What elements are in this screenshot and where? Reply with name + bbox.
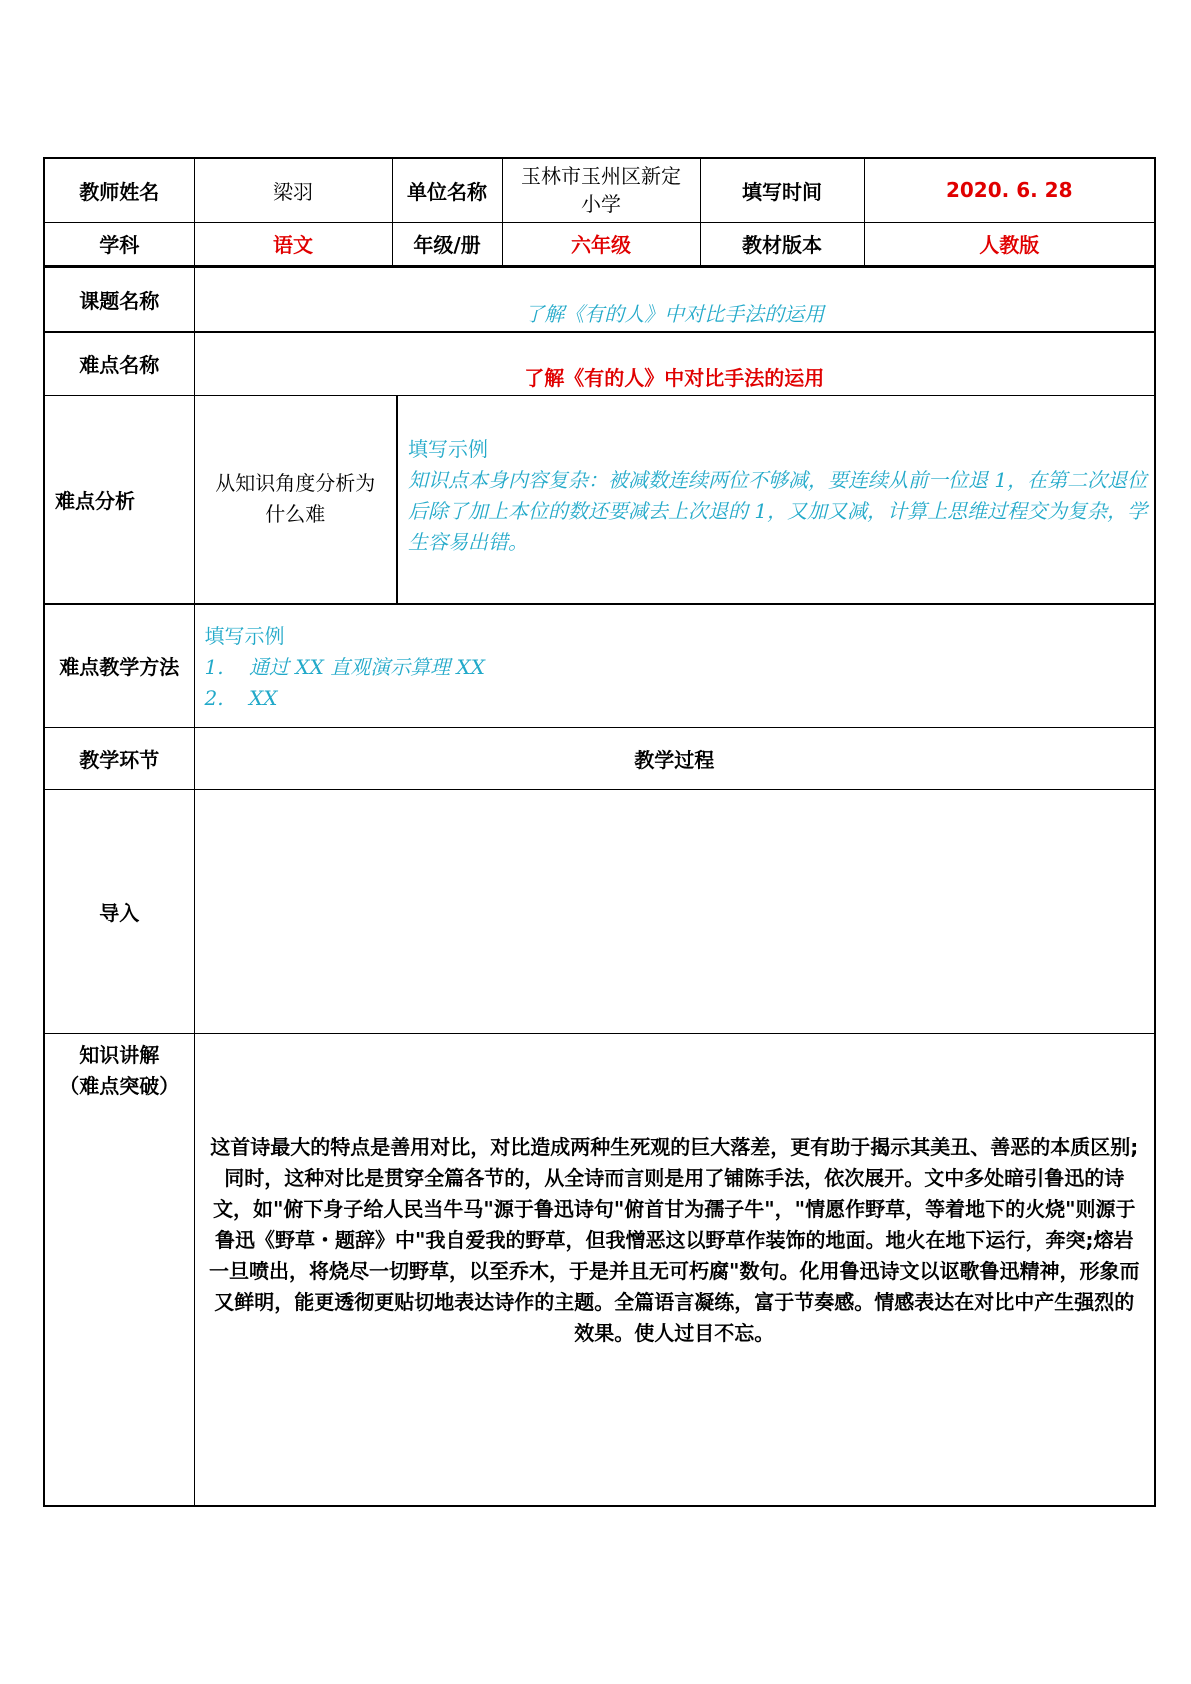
method-item: 1. 通过 XX 直观演示算理 XX xyxy=(204,654,486,679)
date-value: 2020. 6. 28 xyxy=(864,158,1155,222)
analysis-sub-label xyxy=(194,396,397,604)
unit-value xyxy=(502,158,700,222)
subject-label: 学科 xyxy=(44,222,194,266)
grade-label: 年级/册 xyxy=(392,222,502,266)
intro-label: 导入 xyxy=(44,790,194,1034)
teacher-label: 教师姓名 xyxy=(44,158,194,222)
knowledge-text: 这首诗最大的特点是善用对比，对比造成两种生死观的巨大落差，更有助于揭示其美丑、善恶的本质区别;同时，这种对比是贯穿全篇各节的，从全诗而言则是用了铺陈手法，依次展开。文中多处暗引鲁迅的诗文，如"俯下身子给人民当牛马"源于鲁迅诗句"俯首甘为孺子牛"，"情愿作野草，等着地下的火烧"则源于鲁迅《野草・题辞》中"我自爱我的野草，但我憎恶这以野草作装饰的地面。地火在地下运行，奔突;熔岩一旦喷出，将烧尽一切野草，以至乔木，于是并且无可朽腐"数句。化用鲁迅诗文以讴歌鲁迅精神，形象而又鲜明，能更透彻更贴切地表达诗作的主题。全篇语言凝练，富于节奏感。情感表达在对比中产生强烈的效果。使人过目不忘。 xyxy=(209,1135,1140,1345)
method-label: 难点教学方法 xyxy=(44,604,194,728)
stage-label: 教学环节 xyxy=(44,728,194,790)
analysis-sub-label-line1: 从知识角度分析为 xyxy=(215,471,376,496)
analysis-example-text: 知识点本身内容复杂：被减数连续两位不够减，要连续从前一位退 1，在第二次退位后除了加上本位的数还要减去上次退的 1，又加又减，计算上思维过程交为复杂，学生容易出错。 xyxy=(408,468,1148,554)
analysis-example-title: 填写示例 xyxy=(408,437,488,461)
edition-label: 教材版本 xyxy=(700,222,864,266)
difficulty-text: 了解《有的人》中对比手法的运用 xyxy=(524,366,825,390)
grade-value: 六年级 xyxy=(502,222,700,266)
date-label: 填写时间 xyxy=(700,158,864,222)
unit-label: 单位名称 xyxy=(392,158,502,222)
body-table xyxy=(43,267,1156,1507)
unit-value-line2: 小学 xyxy=(581,192,621,217)
method-content xyxy=(194,604,1155,728)
knowledge-label xyxy=(44,1034,194,1506)
method-item: 2. XX xyxy=(204,685,278,710)
lesson-plan-sheet xyxy=(43,157,1154,1507)
unit-value-line1: 玉林市玉州区新定 xyxy=(521,164,681,189)
teacher-value: 梁羽 xyxy=(194,158,392,222)
analysis-label: 难点分析 xyxy=(44,396,194,604)
knowledge-content xyxy=(194,1034,1155,1506)
knowledge-label-line2: （难点突破） xyxy=(59,1074,180,1098)
knowledge-label-line1: 知识讲解 xyxy=(79,1043,160,1067)
method-example-title: 填写示例 xyxy=(204,623,285,648)
analysis-sub-label-line2: 什么难 xyxy=(265,502,326,527)
topic-value xyxy=(194,268,1155,332)
topic-label: 课题名称 xyxy=(44,268,194,332)
difficulty-label: 难点名称 xyxy=(44,332,194,396)
header-table xyxy=(43,157,1156,267)
process-label: 教学过程 xyxy=(194,728,1155,790)
intro-content xyxy=(194,790,1155,1034)
difficulty-value xyxy=(194,332,1155,396)
topic-text: 了解《有的人》中对比手法的运用 xyxy=(524,301,825,326)
subject-value: 语文 xyxy=(194,222,392,266)
analysis-example xyxy=(397,396,1155,604)
edition-value: 人教版 xyxy=(864,222,1155,266)
